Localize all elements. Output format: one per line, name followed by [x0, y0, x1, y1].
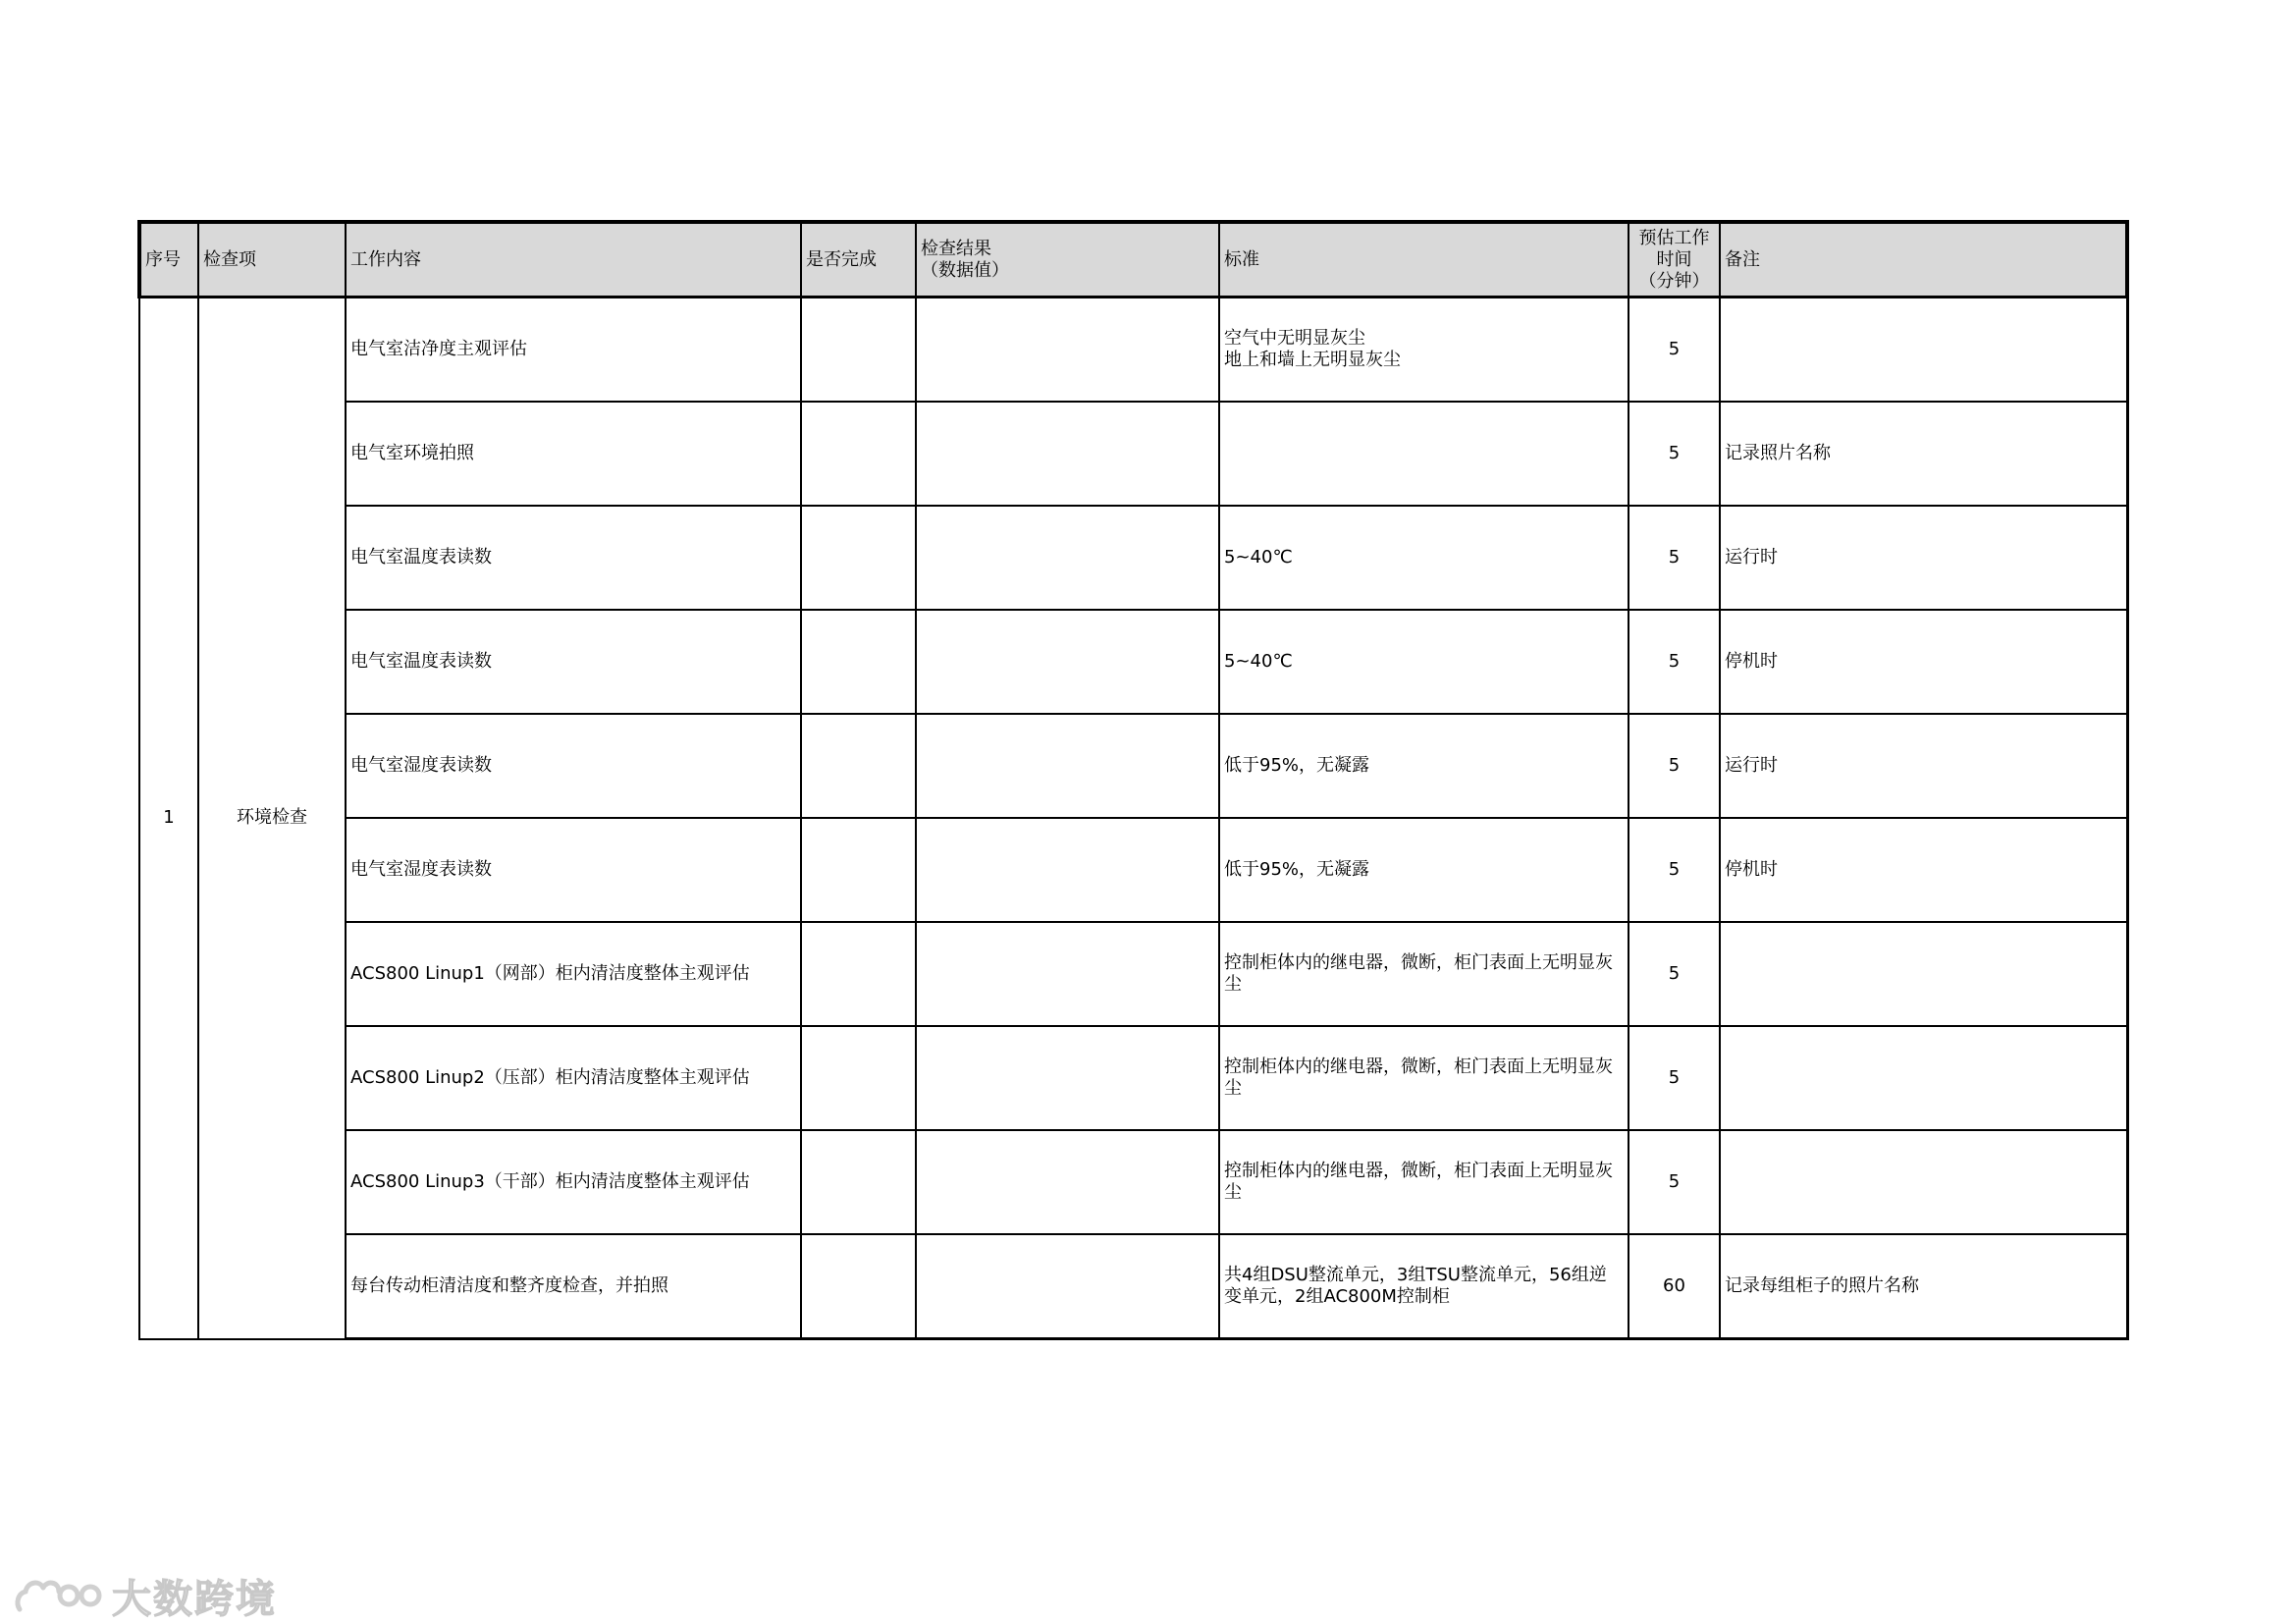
cell-result[interactable] — [916, 818, 1219, 922]
table-row — [139, 610, 2127, 714]
cell-standard: 空气中无明显灰尘 地上和墙上无明显灰尘 — [1219, 298, 1629, 403]
cell-remark: 停机时 — [1720, 610, 2127, 714]
cell-remark — [1720, 922, 2127, 1026]
cell-work-content: 电气室洁净度主观评估 — [346, 298, 801, 403]
cell-done[interactable] — [801, 298, 916, 403]
cell-remark: 停机时 — [1720, 818, 2127, 922]
cell-estimated-time: 5 — [1629, 922, 1720, 1026]
cell-remark: 记录照片名称 — [1720, 402, 2127, 506]
cell-result[interactable] — [916, 298, 1219, 403]
cell-done[interactable] — [801, 402, 916, 506]
header-content: 工作内容 — [346, 222, 801, 298]
header-time: 预估工作 时间 （分钟） — [1629, 222, 1720, 298]
cell-estimated-time: 5 — [1629, 610, 1720, 714]
cell-remark: 运行时 — [1720, 506, 2127, 610]
cell-work-content: 电气室湿度表读数 — [346, 818, 801, 922]
header-row — [139, 222, 2127, 298]
cell-standard: 低于95%，无凝露 — [1219, 818, 1629, 922]
cell-done[interactable] — [801, 610, 916, 714]
cell-result[interactable] — [916, 714, 1219, 818]
table-row — [139, 1130, 2127, 1234]
cell-done[interactable] — [801, 506, 916, 610]
header-done: 是否完成 — [801, 222, 916, 298]
header-standard: 标准 — [1219, 222, 1629, 298]
cell-estimated-time: 5 — [1629, 818, 1720, 922]
cell-estimated-time: 5 — [1629, 506, 1720, 610]
cell-result[interactable] — [916, 1026, 1219, 1130]
cell-work-content: 电气室环境拍照 — [346, 402, 801, 506]
table-row — [139, 506, 2127, 610]
cell-work-content: 电气室湿度表读数 — [346, 714, 801, 818]
cell-standard: 控制柜体内的继电器，微断，柜门表面上无明显灰尘 — [1219, 1026, 1629, 1130]
cell-work-content: 电气室温度表读数 — [346, 610, 801, 714]
cell-work-content: ACS800 Linup1（网部）柜内清洁度整体主观评估 — [346, 922, 801, 1026]
cell-work-content: 电气室温度表读数 — [346, 506, 801, 610]
header-remark: 备注 — [1720, 222, 2127, 298]
cell-done[interactable] — [801, 922, 916, 1026]
cell-result[interactable] — [916, 922, 1219, 1026]
table-row — [139, 922, 2127, 1026]
cell-remark: 记录每组柜子的照片名称 — [1720, 1234, 2127, 1339]
cell-done[interactable] — [801, 1130, 916, 1234]
cell-remark — [1720, 1130, 2127, 1234]
cell-standard: 控制柜体内的继电器，微断，柜门表面上无明显灰尘 — [1219, 1130, 1629, 1234]
cell-check-item: 环境检查 — [198, 298, 346, 1339]
cell-standard: 控制柜体内的继电器，微断，柜门表面上无明显灰尘 — [1219, 922, 1629, 1026]
cell-estimated-time: 5 — [1629, 1026, 1720, 1130]
cell-estimated-time: 5 — [1629, 1130, 1720, 1234]
table-row — [139, 1234, 2127, 1339]
cell-result[interactable] — [916, 610, 1219, 714]
cell-estimated-time: 60 — [1629, 1234, 1720, 1339]
inspection-table — [137, 220, 2129, 1340]
cell-work-content: ACS800 Linup3（干部）柜内清洁度整体主观评估 — [346, 1130, 801, 1234]
cell-standard: 5~40℃ — [1219, 506, 1629, 610]
cell-result[interactable] — [916, 1234, 1219, 1339]
cell-remark: 运行时 — [1720, 714, 2127, 818]
header-item: 检查项 — [198, 222, 346, 298]
header-result: 检查结果 （数据值） — [916, 222, 1219, 298]
cell-done[interactable] — [801, 1234, 916, 1339]
table-row — [139, 714, 2127, 818]
table-row — [139, 402, 2127, 506]
cell-standard — [1219, 402, 1629, 506]
cell-standard: 5~40℃ — [1219, 610, 1629, 714]
cell-result[interactable] — [916, 402, 1219, 506]
cell-result[interactable] — [916, 1130, 1219, 1234]
cell-seq: 1 — [139, 298, 198, 1339]
table-row — [139, 818, 2127, 922]
table-body — [139, 298, 2127, 1339]
cell-done[interactable] — [801, 1026, 916, 1130]
cell-done[interactable] — [801, 714, 916, 818]
cell-estimated-time: 5 — [1629, 298, 1720, 403]
header-seq: 序号 — [139, 222, 198, 298]
cell-estimated-time: 5 — [1629, 714, 1720, 818]
cell-remark — [1720, 1026, 2127, 1130]
cell-standard: 共4组DSU整流单元，3组TSU整流单元，56组逆变单元，2组AC800M控制柜 — [1219, 1234, 1629, 1339]
table-row — [139, 1026, 2127, 1130]
cell-estimated-time: 5 — [1629, 402, 1720, 506]
watermark-text: 大数跨境 — [112, 1576, 277, 1622]
cell-standard: 低于95%，无凝露 — [1219, 714, 1629, 818]
cell-done[interactable] — [801, 818, 916, 922]
cell-work-content: 每台传动柜清洁度和整齐度检查，并拍照 — [346, 1234, 801, 1339]
cell-result[interactable] — [916, 506, 1219, 610]
table-row — [139, 298, 2127, 403]
cell-remark — [1720, 298, 2127, 403]
watermark — [14, 1571, 277, 1620]
cell-work-content: ACS800 Linup2（压部）柜内清洁度整体主观评估 — [346, 1026, 801, 1130]
cloud-logo-icon — [14, 1574, 104, 1617]
